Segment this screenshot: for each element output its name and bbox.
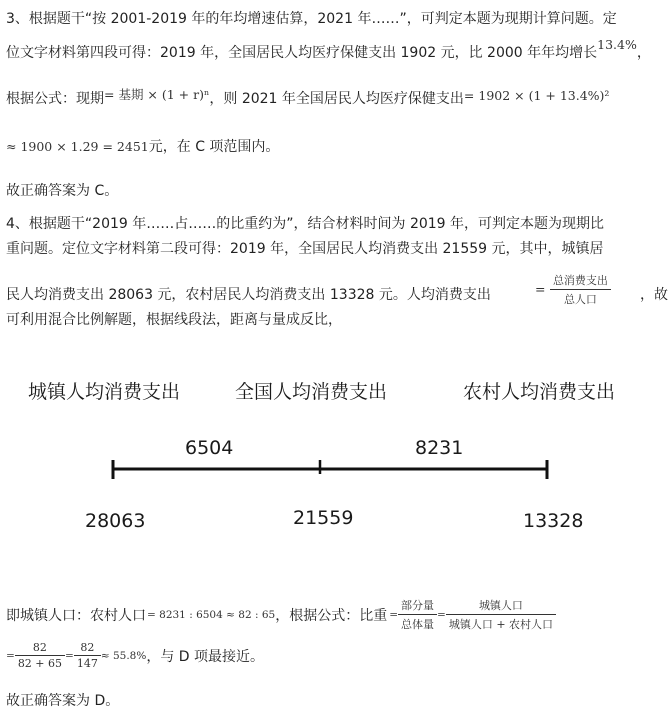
p3-line4-b: 元，在 C 项范围内。 bbox=[148, 139, 280, 155]
p5-ratio-formula: = 8231 : 6504 ≈ 82 : 65 bbox=[147, 608, 276, 621]
diagram-distance-left: 6504 bbox=[185, 437, 234, 459]
p5-line1 bbox=[6, 597, 556, 632]
p4-eq: = bbox=[535, 281, 546, 297]
p3-rate: 13.4% bbox=[597, 37, 637, 52]
p3-line2-text: 位文字材料第四段可得：2019 年，全国居民人均医疗保健支出 1902 元，比 2000 年年均增长 bbox=[6, 45, 598, 61]
p4-frac-den: 总人口 bbox=[563, 293, 597, 306]
p5-answer: 故正确答案为 D。 bbox=[6, 693, 120, 709]
p3-line3-a: 根据公式：现期 bbox=[6, 91, 104, 107]
p5-f1-num: 部分量 bbox=[398, 597, 437, 615]
p4-line3: 民人均消费支出 28063 元，农村居民人均消费支出 13328 元。人均消费支出 bbox=[6, 287, 491, 303]
p5-frac-urban-share bbox=[446, 597, 556, 632]
p5-f4-den: 147 bbox=[76, 657, 98, 670]
p4-line1: 4、根据题干“2019 年……占……的比重约为”，结合材料时间为 2019 年，可判定本题为现期比 bbox=[6, 216, 605, 232]
p5-f3-den: 82 + 65 bbox=[17, 657, 63, 670]
diagram-label-national: 全国人均消费支出 bbox=[235, 381, 388, 403]
p5-f4-num: 82 bbox=[74, 641, 101, 656]
diagram-label-rural: 农村人均消费支出 bbox=[463, 381, 616, 403]
p3-formula-2021: = 1902 × (1 + 13.4%)² bbox=[463, 88, 610, 103]
diagram-label-urban: 城镇人均消费支出 bbox=[28, 381, 181, 403]
p5-approx: ≈ 55.8% bbox=[100, 649, 147, 662]
diagram-value-urban: 28063 bbox=[85, 510, 146, 532]
p5-line1-b: ，根据公式：比重 bbox=[275, 607, 388, 624]
p5-eq-2: = bbox=[437, 608, 446, 621]
p4-line2: 重问题。定位文字材料第二段可得：2019 年，全国居民人均消费支出 21559 元，其中，城镇居 bbox=[6, 241, 604, 257]
p3-line3-b: ，则 2021 年全国居民人均医疗保健支出 bbox=[209, 91, 464, 107]
p5-frac-part-total bbox=[398, 597, 437, 632]
diagram-distance-right: 8231 bbox=[415, 437, 464, 459]
p4-line4: 可利用混合比例解题，根据线段法，距离与量成反比， bbox=[6, 312, 342, 328]
p4-line3-end: ，故 bbox=[640, 287, 668, 303]
p3-line2-end: ， bbox=[636, 45, 651, 61]
diagram-value-national: 21559 bbox=[293, 507, 354, 529]
p5-f1-den: 总体量 bbox=[401, 618, 435, 631]
p5-f2-num: 城镇人口 bbox=[446, 597, 556, 615]
p5-eq-4: = bbox=[65, 649, 74, 662]
p5-line1-a: 即城镇人口：农村人口 bbox=[6, 607, 146, 624]
diagram-value-rural: 13328 bbox=[523, 510, 584, 532]
p5-eq-3: = bbox=[6, 649, 15, 662]
p3-formula-current: = 基期 × (1 + r)ⁿ bbox=[104, 87, 210, 102]
p5-line2-b: ，与 D 项最接近。 bbox=[146, 648, 265, 665]
p5-line2 bbox=[6, 641, 264, 670]
p3-line1: 3、根据题干“按 2001-2019 年的年均增速估算，2021 年……”，可判定本题为现期计算问题。定 bbox=[6, 11, 617, 27]
p5-f3-num: 82 bbox=[15, 641, 65, 656]
p5-f2-den: 城镇人口 + 农村人口 bbox=[448, 618, 554, 631]
p3-formula-result: ≈ 1900 × 1.29 = 2451 bbox=[6, 139, 149, 154]
p3-answer: 故正确答案为 C。 bbox=[6, 183, 119, 199]
p5-eq-1: = bbox=[389, 608, 399, 621]
p5-frac-82-sum bbox=[15, 641, 65, 670]
p5-frac-82-147 bbox=[74, 641, 101, 670]
p4-frac-num: 总消费支出 bbox=[550, 272, 611, 290]
